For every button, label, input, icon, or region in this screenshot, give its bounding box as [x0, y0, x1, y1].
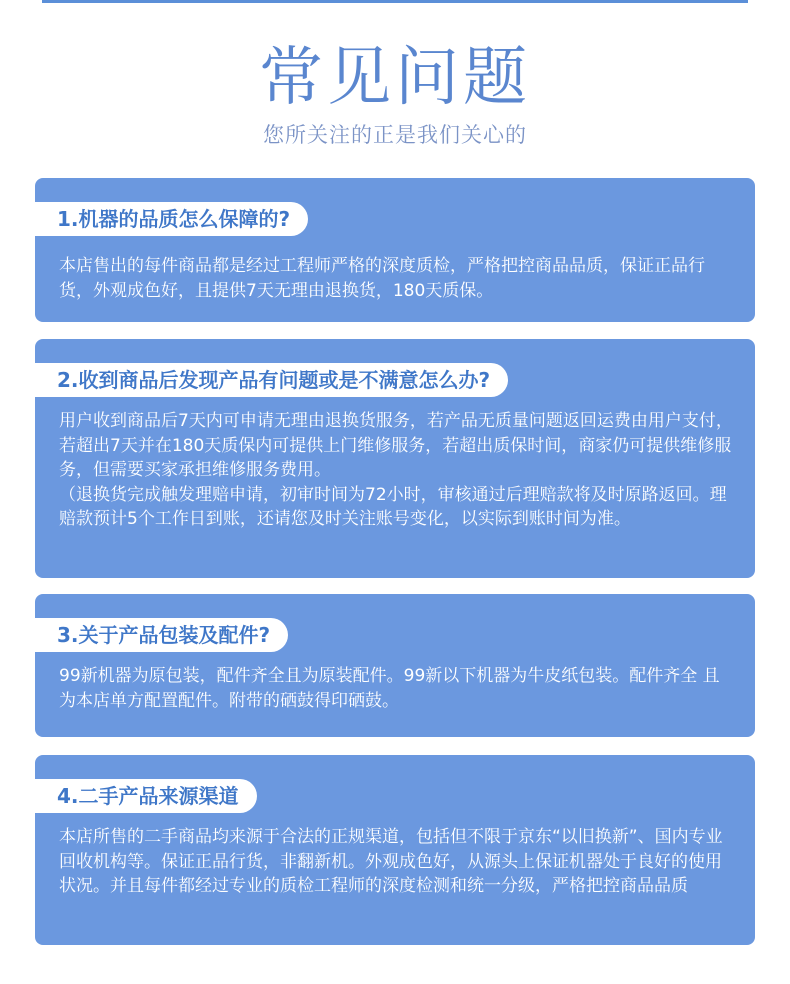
faq-answer-text: 本店售出的每件商品都是经过工程师严格的深度质检，严格把控商品品质，保证正品行货，外观成色好，且提供7天无理由退换货，180天质保。 — [59, 256, 705, 301]
faq-answer-text: 用户收到商品后7天内可申请无理由退换货服务，若产品无质量问题返回运费由用户支付，若超出7天并在180天质保内可提供上门维修服务，若超出质保时间，商家仍可提供维修服务，但需要买家承担维修服务费用。 — [59, 411, 733, 480]
faq-answer-text: 99新机器为原包装，配件齐全且为原装配件。99新以下机器为牛皮纸包装。配件齐全 且为本店单方配置配件。附带的硒鼓得印硒鼓。 — [59, 666, 720, 711]
faq-question-2: 2.收到商品后发现产品有问题或是不满意怎么办? — [35, 363, 508, 397]
faq-answer-4 — [59, 825, 735, 899]
faq-question-4: 4.二手产品来源渠道 — [35, 779, 257, 813]
faq-question-1: 1.机器的品质怎么保障的? — [35, 202, 308, 236]
faq-answer-3 — [59, 664, 735, 713]
faq-answer-text: （退换货完成触发理赔申请，初审时间为72小时，审核通过后理赔款将及时原路返回。理赔款预计5个工作日到账，还请您及时关注账号变化，以实际到账时间为准。 — [59, 484, 727, 529]
faq-answer-text: 本店所售的二手商品均来源于合法的正规渠道，包括但不限于京东“以旧换新”、国内专业回收机构等。保证正品行货，非翻新机。外观成色好，从源头上保证机器处于良好的使用状况。并且每件都经过专业的质检工程师的深度检测和统一分级，严格把控商品品质 — [59, 827, 723, 896]
faq-answer-1 — [59, 254, 735, 303]
faq-card-1 — [35, 178, 755, 322]
top-divider — [42, 0, 748, 3]
page-subtitle: 您所关注的正是我们关心的 — [263, 123, 527, 147]
faq-card-3 — [35, 594, 755, 737]
faq-card-4 — [35, 755, 755, 945]
faq-answer-2 — [59, 409, 735, 532]
faq-card-2 — [35, 339, 755, 578]
faq-question-3: 3.关于产品包装及配件? — [35, 618, 288, 652]
page-title: 常见问题 — [259, 41, 531, 115]
